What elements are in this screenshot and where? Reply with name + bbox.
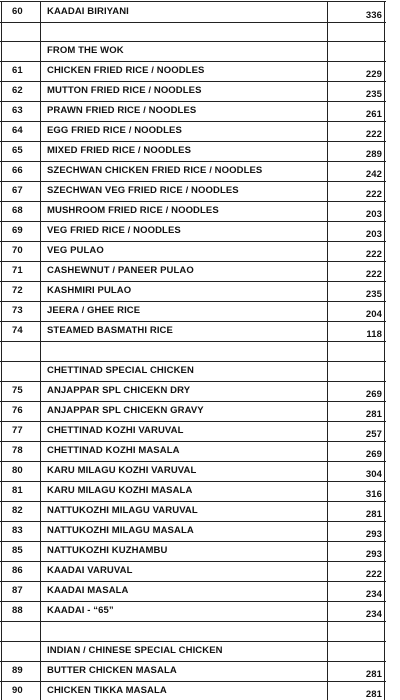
item-price-cell xyxy=(328,661,385,681)
item-price-cell xyxy=(328,541,385,561)
item-number-cell xyxy=(1,161,41,181)
item-name-cell xyxy=(41,261,328,281)
item-number-cell xyxy=(1,301,41,321)
item-price: 261 xyxy=(365,109,382,120)
menu-item-row xyxy=(0,261,386,282)
menu-item-row xyxy=(0,61,386,82)
item-price: 289 xyxy=(365,149,382,160)
item-price-cell xyxy=(328,641,385,661)
menu-item-row xyxy=(0,521,386,542)
item-price: 118 xyxy=(366,329,382,340)
item-price-cell xyxy=(328,601,385,621)
item-number: 85 xyxy=(12,545,23,556)
item-name-cell xyxy=(41,661,328,681)
item-price-cell xyxy=(328,321,385,341)
item-price: 281 xyxy=(365,509,382,520)
item-name-cell xyxy=(41,2,328,22)
item-price-cell xyxy=(328,241,385,261)
section-header-row xyxy=(0,41,386,62)
blank-row xyxy=(0,621,386,642)
item-number: 82 xyxy=(12,505,23,516)
item-price-cell xyxy=(328,341,385,361)
item-name-cell xyxy=(41,501,328,521)
item-number: 64 xyxy=(12,125,23,136)
item-name: SZECHWAN CHICKEN FRIED RICE / NOODLES xyxy=(47,165,263,176)
menu-item-row xyxy=(0,101,386,122)
item-price-cell xyxy=(328,81,385,101)
menu-item-row xyxy=(0,221,386,242)
item-price-cell xyxy=(328,361,385,381)
item-number: 73 xyxy=(12,305,23,316)
item-price: 222 xyxy=(365,249,382,260)
item-number-cell xyxy=(1,601,41,621)
item-price: 316 xyxy=(365,489,382,500)
item-name-cell xyxy=(41,281,328,301)
item-price: 269 xyxy=(365,389,382,400)
menu-item-row xyxy=(0,421,386,442)
menu-item-row xyxy=(0,381,386,402)
item-price-cell xyxy=(328,61,385,81)
item-name-cell xyxy=(41,381,328,401)
item-number: 61 xyxy=(12,65,23,76)
item-name-cell xyxy=(41,441,328,461)
item-number-cell xyxy=(1,361,41,381)
menu-item-row xyxy=(0,181,386,202)
item-price-cell xyxy=(328,281,385,301)
item-name: JEERA / GHEE RICE xyxy=(47,305,141,316)
item-price: 203 xyxy=(365,229,382,240)
item-price: 242 xyxy=(365,169,382,180)
item-number: 87 xyxy=(12,585,23,596)
item-number: 62 xyxy=(12,85,23,96)
item-price-cell xyxy=(328,401,385,421)
item-number-cell xyxy=(1,141,41,161)
item-number: 72 xyxy=(12,285,23,296)
item-name: NATTUKOZHI MILAGU MASALA xyxy=(47,525,194,536)
item-name: CHETTINAD KOZHI VARUVAL xyxy=(47,425,184,436)
item-number: 78 xyxy=(12,445,23,456)
menu-item-row xyxy=(0,561,386,582)
item-name: MUSHROOM FRIED RICE / NOODLES xyxy=(47,205,219,216)
item-number: 74 xyxy=(12,325,23,336)
item-number: 75 xyxy=(12,385,23,396)
item-name-cell xyxy=(41,141,328,161)
item-number-cell xyxy=(1,101,41,121)
item-number-cell xyxy=(1,61,41,81)
item-number-cell xyxy=(1,581,41,601)
item-number-cell xyxy=(1,381,41,401)
item-name: KAADAI BIRIYANI xyxy=(47,6,129,17)
item-name-cell xyxy=(41,201,328,221)
item-number-cell xyxy=(1,2,41,22)
item-number-cell xyxy=(1,321,41,341)
section-title: FROM THE WOK xyxy=(47,45,124,56)
item-price: 281 xyxy=(365,409,382,420)
item-number: 81 xyxy=(12,485,23,496)
item-price-cell xyxy=(328,2,385,22)
menu-item-row xyxy=(0,601,386,622)
item-name: NATTUKOZHI MILAGU VARUVAL xyxy=(47,505,198,516)
item-name: KARU MILAGU KOZHI MASALA xyxy=(47,485,193,496)
item-name-cell xyxy=(41,181,328,201)
item-name-cell xyxy=(41,341,328,361)
item-number-cell xyxy=(1,621,41,641)
item-number-cell xyxy=(1,561,41,581)
item-name: EGG FRIED RICE / NOODLES xyxy=(47,125,182,136)
menu-item-row xyxy=(0,121,386,142)
item-number: 77 xyxy=(12,425,23,436)
item-number-cell xyxy=(1,521,41,541)
item-number-cell xyxy=(1,501,41,521)
item-number: 60 xyxy=(12,6,23,17)
menu-item-row xyxy=(0,461,386,482)
menu-item-row xyxy=(0,681,386,700)
item-name-cell xyxy=(41,521,328,541)
item-price: 204 xyxy=(365,309,382,320)
item-name: PRAWN FRIED RICE / NOODLES xyxy=(47,105,197,116)
item-price: 281 xyxy=(365,669,382,680)
item-number-cell xyxy=(1,241,41,261)
item-price-cell xyxy=(328,101,385,121)
item-name: MUTTON FRIED RICE / NOODLES xyxy=(47,85,202,96)
menu-item-row xyxy=(0,401,386,422)
item-name-cell xyxy=(41,641,328,661)
item-price: 222 xyxy=(365,569,382,580)
menu-item-row xyxy=(0,141,386,162)
item-name: NATTUKOZHI KUZHAMBU xyxy=(47,545,168,556)
item-name-cell xyxy=(41,321,328,341)
item-name-cell xyxy=(41,21,328,41)
item-price-cell xyxy=(328,581,385,601)
item-number-cell xyxy=(1,341,41,361)
item-number: 70 xyxy=(12,245,23,256)
item-number: 63 xyxy=(12,105,23,116)
item-number-cell xyxy=(1,201,41,221)
item-number-cell xyxy=(1,261,41,281)
item-price-cell xyxy=(328,181,385,201)
item-name: ANJAPPAR SPL CHICEKN GRAVY xyxy=(47,405,204,416)
item-name-cell xyxy=(41,621,328,641)
item-name-cell xyxy=(41,161,328,181)
item-price-cell xyxy=(328,301,385,321)
item-name-cell xyxy=(41,561,328,581)
item-number: 86 xyxy=(12,565,23,576)
item-name: VEG PULAO xyxy=(47,245,104,256)
item-number: 76 xyxy=(12,405,23,416)
item-name-cell xyxy=(41,421,328,441)
blank-row xyxy=(0,341,386,362)
item-name: CHETTINAD KOZHI MASALA xyxy=(47,445,180,456)
item-price-cell xyxy=(328,261,385,281)
item-price-cell xyxy=(328,381,385,401)
item-name: CHICKEN FRIED RICE / NOODLES xyxy=(47,65,205,76)
item-price-cell xyxy=(328,141,385,161)
item-number-cell xyxy=(1,81,41,101)
item-number: 88 xyxy=(12,605,23,616)
item-number-cell xyxy=(1,441,41,461)
item-number: 68 xyxy=(12,205,23,216)
item-name: ANJAPPAR SPL CHICEKN DRY xyxy=(47,385,191,396)
menu-item-row xyxy=(0,241,386,262)
item-number-cell xyxy=(1,281,41,301)
item-name-cell xyxy=(41,481,328,501)
item-price: 222 xyxy=(365,129,382,140)
menu-item-row xyxy=(0,1,386,23)
item-price: 293 xyxy=(365,549,382,560)
item-number-cell xyxy=(1,641,41,661)
item-price: 336 xyxy=(365,10,382,21)
item-number-cell xyxy=(1,41,41,61)
item-name-cell xyxy=(41,601,328,621)
item-name: KARU MILAGU KOZHI VARUVAL xyxy=(47,465,197,476)
item-number-cell xyxy=(1,181,41,201)
item-name-cell xyxy=(41,361,328,381)
item-number-cell xyxy=(1,401,41,421)
item-name-cell xyxy=(41,101,328,121)
section-header-row xyxy=(0,641,386,662)
menu-item-row xyxy=(0,481,386,502)
item-number: 67 xyxy=(12,185,23,196)
item-name: KAADAI - “65” xyxy=(47,605,114,616)
item-price: 229 xyxy=(365,69,382,80)
item-number: 80 xyxy=(12,465,23,476)
item-price: 234 xyxy=(365,589,382,600)
item-price-cell xyxy=(328,481,385,501)
item-number-cell xyxy=(1,661,41,681)
item-number-cell xyxy=(1,461,41,481)
item-name: CASHEWNUT / PANEER PULAO xyxy=(47,265,194,276)
item-price: 235 xyxy=(365,89,382,100)
item-name: KAADAI MASALA xyxy=(47,585,129,596)
item-price: 234 xyxy=(365,609,382,620)
item-price-cell xyxy=(328,121,385,141)
item-price: 222 xyxy=(365,269,382,280)
item-price: 293 xyxy=(365,529,382,540)
item-price: 281 xyxy=(365,689,382,700)
menu-item-row xyxy=(0,541,386,562)
item-name-cell xyxy=(41,461,328,481)
item-number: 69 xyxy=(12,225,23,236)
section-title: INDIAN / CHINESE SPECIAL CHICKEN xyxy=(47,645,223,656)
item-name-cell xyxy=(41,221,328,241)
item-number: 83 xyxy=(12,525,23,536)
section-header-row xyxy=(0,361,386,382)
item-name-cell xyxy=(41,541,328,561)
item-name: STEAMED BASMATHI RICE xyxy=(47,325,173,336)
menu-item-row xyxy=(0,281,386,302)
menu-item-row xyxy=(0,441,386,462)
menu-item-row xyxy=(0,501,386,522)
menu-item-row xyxy=(0,581,386,602)
item-name-cell xyxy=(41,241,328,261)
section-title: CHETTINAD SPECIAL CHICKEN xyxy=(47,365,194,376)
item-number: 89 xyxy=(12,665,23,676)
item-price-cell xyxy=(328,621,385,641)
item-price: 235 xyxy=(365,289,382,300)
item-name: CHICKEN TIKKA MASALA xyxy=(47,685,167,696)
item-name: KASHMIRI PULAO xyxy=(47,285,132,296)
item-number-cell xyxy=(1,121,41,141)
item-price: 269 xyxy=(365,449,382,460)
item-price-cell xyxy=(328,421,385,441)
item-name-cell xyxy=(41,581,328,601)
item-number: 65 xyxy=(12,145,23,156)
menu-item-row xyxy=(0,321,386,342)
item-price-cell xyxy=(328,501,385,521)
item-price-cell xyxy=(328,561,385,581)
item-name-cell xyxy=(41,401,328,421)
item-name-cell xyxy=(41,121,328,141)
item-name-cell xyxy=(41,681,328,700)
menu-item-row xyxy=(0,201,386,222)
item-price-cell xyxy=(328,41,385,61)
item-name: KAADAI VARUVAL xyxy=(47,565,133,576)
item-name-cell xyxy=(41,81,328,101)
item-number-cell xyxy=(1,681,41,700)
item-number: 90 xyxy=(12,685,23,696)
item-price: 222 xyxy=(365,189,382,200)
item-price-cell xyxy=(328,681,385,700)
item-number-cell xyxy=(1,541,41,561)
item-price: 203 xyxy=(365,209,382,220)
menu-item-row xyxy=(0,161,386,182)
item-price-cell xyxy=(328,221,385,241)
item-name-cell xyxy=(41,301,328,321)
item-number-cell xyxy=(1,221,41,241)
item-name: BUTTER CHICKEN MASALA xyxy=(47,665,177,676)
blank-row xyxy=(0,21,386,42)
item-name: MIXED FRIED RICE / NOODLES xyxy=(47,145,192,156)
item-price-cell xyxy=(328,521,385,541)
item-price-cell xyxy=(328,461,385,481)
item-number-cell xyxy=(1,421,41,441)
item-number: 66 xyxy=(12,165,23,176)
item-price-cell xyxy=(328,441,385,461)
item-name-cell xyxy=(41,41,328,61)
item-price: 257 xyxy=(365,429,382,440)
menu-item-row xyxy=(0,661,386,682)
item-price-cell xyxy=(328,161,385,181)
item-price: 304 xyxy=(365,469,382,480)
item-name: SZECHWAN VEG FRIED RICE / NOODLES xyxy=(47,185,239,196)
item-number-cell xyxy=(1,481,41,501)
menu-item-row xyxy=(0,301,386,322)
item-number: 71 xyxy=(12,265,23,276)
item-price-cell xyxy=(328,201,385,221)
item-name: VEG FRIED RICE / NOODLES xyxy=(47,225,181,236)
item-price-cell xyxy=(328,21,385,41)
item-name-cell xyxy=(41,61,328,81)
item-number-cell xyxy=(1,21,41,41)
menu-item-row xyxy=(0,81,386,102)
